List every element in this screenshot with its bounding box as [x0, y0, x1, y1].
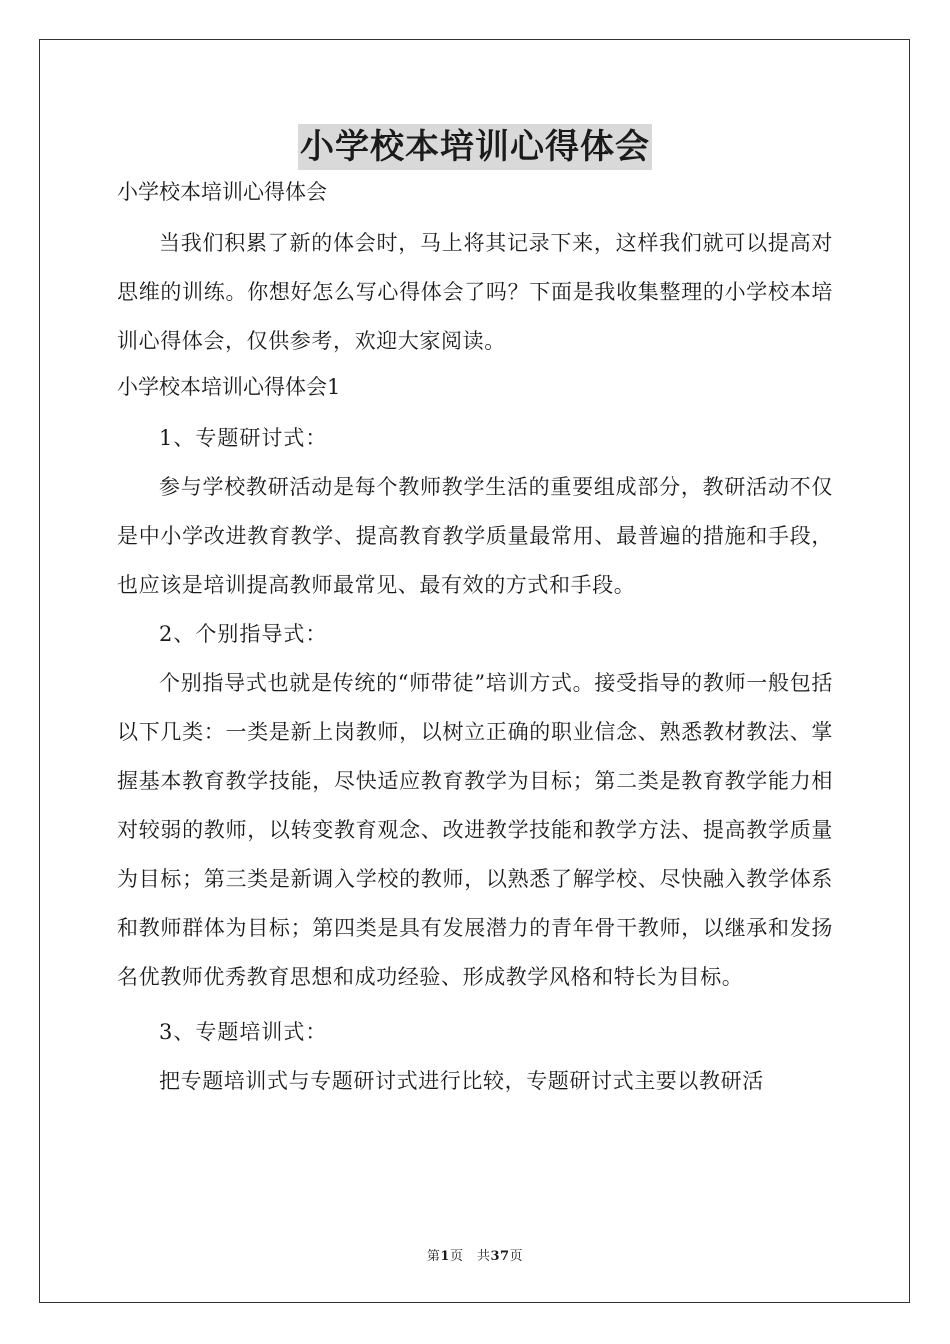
page-mid: 页 共 — [449, 1249, 491, 1264]
item-paragraph-1: 参与学校教研活动是每个教师教学生活的重要组成部分，教研活动不仅是中小学改进教育教学、提高教育教学质量最常用、最普遍的措施和手段，也应该是培训提高教师最常见、最有效的方式和手段。 — [117, 475, 833, 597]
page-current: 1 — [440, 1249, 450, 1264]
item-heading-2: 2、个别指导式： — [159, 622, 328, 646]
item-paragraph-3: 把专题培训式与专题研讨式进行比较，专题研讨式主要以教研活 — [159, 1069, 764, 1093]
section-title: 小学校本培训心得体会1 — [117, 375, 341, 399]
title-container — [0, 124, 950, 170]
item-heading-1: 1、专题研讨式： — [159, 426, 328, 450]
document-body — [117, 178, 833, 1106]
item-paragraph-2: 个别指导式也就是传统的“师带徒”培训方式。接受指导的教师一般包括以下几类：一类是新上岗教师，以树立正确的职业信念、熟悉教材教法、掌握基本教育教学技能，尽快适应教育教学为目标；第二类是教育教学能力相对较弱的教师，以转变教育观念、改进教学技能和教学方法、提高教学质量为目标；第三类是新调入学校的教师，以熟悉了解学校、尽快融入教学体系和教师群体为目标；第四类是具有发展潜力的青年骨干教师，以继承和发扬名优教师优秀教育思想和成功经验、形成教学风格和特长为目标。 — [117, 671, 833, 989]
document-subtitle: 小学校本培训心得体会 — [117, 180, 327, 204]
document-title: 小学校本培训心得体会 — [298, 124, 652, 170]
page-prefix: 第 — [426, 1249, 441, 1264]
page-footer — [0, 1248, 950, 1266]
intro-paragraph: 当我们积累了新的体会时，马上将其记录下来，这样我们就可以提高对思维的训练。你想好怎么写心得体会了吗？下面是我收集整理的小学校本培训心得体会，仅供参考，欢迎大家阅读。 — [117, 231, 833, 353]
item-heading-3: 3、专题培训式： — [159, 1020, 328, 1044]
page-suffix: 页 — [509, 1249, 524, 1264]
page-total: 37 — [490, 1249, 510, 1264]
